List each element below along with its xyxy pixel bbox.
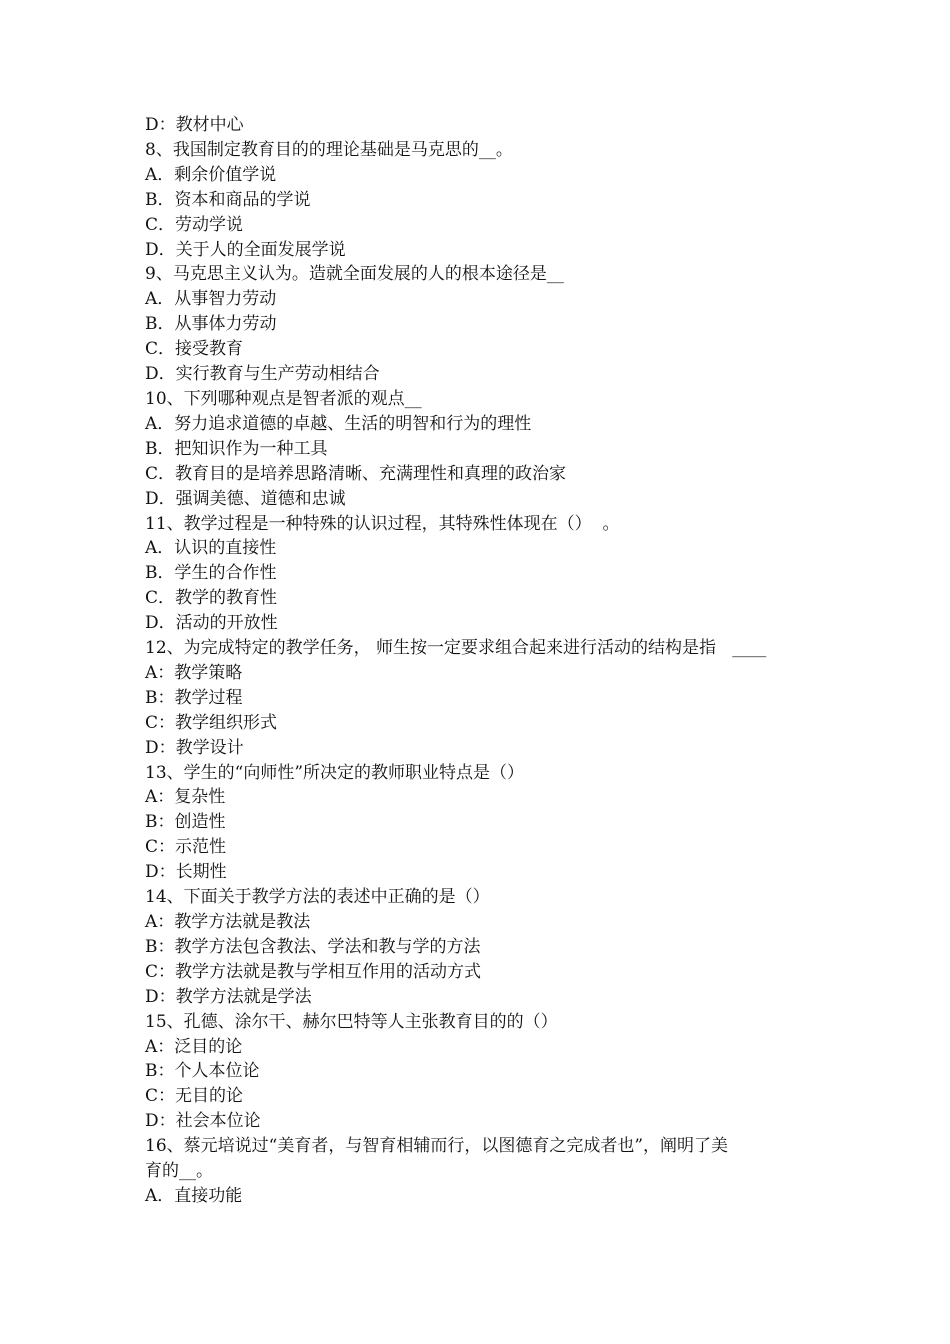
option-line: A．剩余价值学说 — [145, 164, 277, 185]
question-line: 10、下列哪种观点是智者派的观点__ — [145, 388, 422, 409]
option-line: B．资本和商品的学说 — [145, 189, 311, 210]
option-line: C：示范性 — [145, 837, 227, 858]
question-line: 12、为完成特定的教学任务， 师生按一定要求组合起来进行活动的结构是指 ____ — [145, 638, 767, 659]
option-line: B：个人本位论 — [145, 1061, 260, 1082]
option-line: A：教学方法就是教法 — [145, 912, 311, 932]
option-line: A．努力追求道德的卓越、生活的明智和行为的理性 — [145, 413, 532, 434]
option-line: C：教学组织形式 — [145, 712, 278, 733]
option-line: C．教育目的是培养思路清晰、充满理性和真理的政治家 — [145, 463, 567, 484]
question-line: 11、教学过程是一种特殊的认识过程，其特殊性体现在（） 。 — [145, 513, 620, 534]
option-line: A．认识的直接性 — [145, 538, 277, 559]
question-line: 9、马克思主义认为。造就全面发展的人的根本途径是__ — [145, 264, 564, 285]
option-line: A：泛目的论 — [145, 1036, 243, 1057]
option-line: C．接受教育 — [145, 339, 244, 360]
option-line: C：无目的论 — [145, 1086, 244, 1107]
option-line: D：教学方法就是学法 — [145, 986, 312, 1007]
option-line: C：教学方法就是教与学相互作用的活动方式 — [145, 961, 482, 982]
question-line: 8、我国制定教育目的的理论基础是马克思的__。 — [145, 139, 513, 160]
option-line: B．把知识作为一种工具 — [145, 438, 328, 459]
option-line: D．实行教育与生产劳动相结合 — [145, 364, 380, 385]
option-line: A．从事智力劳动 — [145, 289, 277, 310]
option-line: D：长期性 — [145, 862, 227, 883]
option-line: D：教学设计 — [145, 737, 244, 758]
option-line: C．教学的教育性 — [145, 588, 278, 609]
option-line: B：创造性 — [145, 812, 226, 833]
option-line: A：教学策略 — [145, 662, 243, 683]
option-line: D．活动的开放性 — [145, 613, 278, 634]
option-line: A．直接功能 — [145, 1185, 243, 1206]
option-line: D：社会本位论 — [145, 1111, 261, 1132]
document-page — [145, 113, 815, 1209]
option-line: D．强调美德、道德和忠诚 — [145, 488, 346, 509]
option-line: B．从事体力劳动 — [145, 314, 277, 335]
option-line: D．关于人的全面发展学说 — [145, 239, 346, 260]
option-line: D：教材中心 — [145, 115, 244, 135]
question-line: 15、孔德、涂尔干、赫尔巴特等人主张教育目的的（） — [145, 1011, 558, 1032]
question-line: 16、蔡元培说过“美育者，与智育相辅而行，以图德育之完成者也”，阐明了美 — [145, 1136, 729, 1157]
option-line: B．学生的合作性 — [145, 563, 277, 584]
option-line: B：教学过程 — [145, 687, 243, 708]
question-line: 13、学生的“向师性”所决定的教师职业特点是（） — [145, 762, 525, 783]
option-line: B：教学方法包含教法、学法和教与学的方法 — [145, 936, 481, 957]
option-line: C．劳动学说 — [145, 214, 244, 235]
question-line: 14、下面关于教学方法的表述中正确的是（） — [145, 887, 490, 908]
question-line: 育的__。 — [145, 1161, 213, 1182]
option-line: A：复杂性 — [145, 787, 226, 808]
